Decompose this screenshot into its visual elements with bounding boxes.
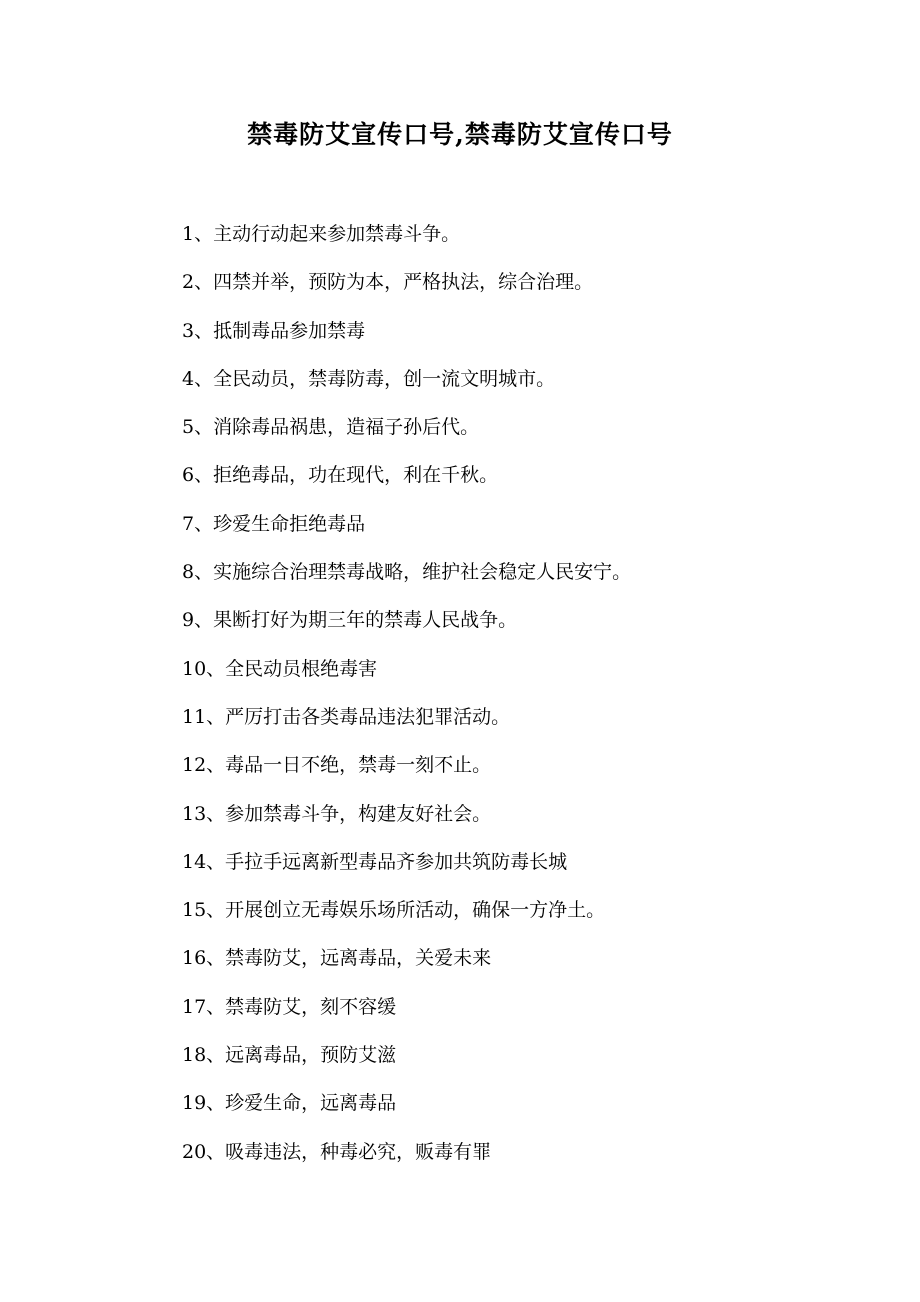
list-item: 17、禁毒防艾，刻不容缓 bbox=[182, 995, 397, 1018]
list-item: 16、禁毒防艾，远离毒品，关爱未来 bbox=[182, 947, 492, 970]
list-item: 3、抵制毒品参加禁毒 bbox=[182, 319, 366, 342]
slogan-list bbox=[182, 216, 882, 1182]
list-item: 8、实施综合治理禁毒战略，维护社会稳定人民安宁。 bbox=[182, 561, 632, 584]
list-item: 4、全民动员，禁毒防毒，创一流文明城市。 bbox=[182, 367, 556, 390]
list-item: 14、手拉手远离新型毒品齐参加共筑防毒长城 bbox=[182, 850, 568, 873]
list-item: 9、果断打好为期三年的禁毒人民战争。 bbox=[182, 609, 518, 632]
list-item: 2、四禁并举，预防为本，严格执法，综合治理。 bbox=[182, 271, 594, 294]
list-item: 13、参加禁毒斗争，构建友好社会。 bbox=[182, 802, 492, 825]
list-item: 7、珍爱生命拒绝毒品 bbox=[182, 512, 366, 535]
list-item: 20、吸毒违法，种毒必究，贩毒有罪 bbox=[182, 1140, 492, 1163]
list-item: 6、拒绝毒品，功在现代，利在千秋。 bbox=[182, 464, 499, 487]
document-title: 禁毒防艾宣传口号,禁毒防艾宣传口号 bbox=[247, 120, 673, 149]
list-item: 15、开展创立无毒娱乐场所活动，确保一方净土。 bbox=[182, 899, 606, 922]
list-item: 10、全民动员根绝毒害 bbox=[182, 657, 378, 680]
list-item: 1、主动行动起来参加禁毒斗争。 bbox=[182, 223, 461, 245]
list-item: 18、远离毒品，预防艾滋 bbox=[182, 1044, 397, 1067]
list-item: 5、消除毒品祸患，造福子孙后代。 bbox=[182, 416, 480, 439]
list-item: 12、毒品一日不绝，禁毒一刻不止。 bbox=[182, 754, 492, 777]
list-item: 19、珍爱生命，远离毒品 bbox=[182, 1092, 397, 1115]
list-item: 11、严厉打击各类毒品违法犯罪活动。 bbox=[182, 705, 511, 728]
